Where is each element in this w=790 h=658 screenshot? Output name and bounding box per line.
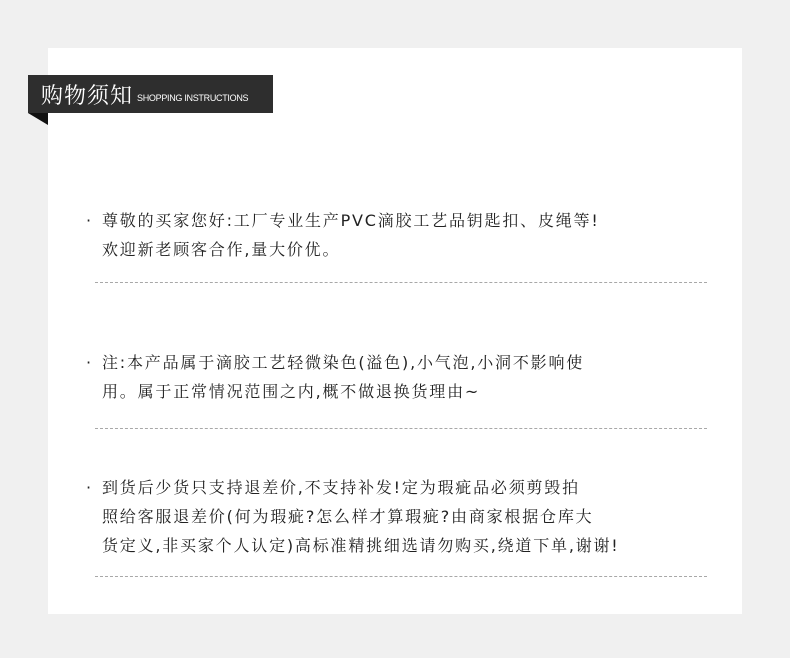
notice-line: · 到货后少货只支持退差价,不支持补发!定为瑕疵品必须剪毁拍 bbox=[86, 473, 620, 502]
bullet-dot-icon: · bbox=[86, 211, 93, 230]
dashed-divider bbox=[95, 282, 707, 283]
dashed-divider bbox=[95, 428, 707, 429]
dashed-divider bbox=[95, 576, 707, 577]
banner-fold-corner bbox=[28, 113, 48, 125]
notice-line: 欢迎新老顾客合作,量大价优。 bbox=[102, 240, 341, 259]
bullet-dot-icon: · bbox=[86, 353, 93, 372]
notice-line: 照给客服退差价(何为瑕疵?怎么样才算瑕疵?由商家根据仓库大 bbox=[102, 507, 594, 526]
notice-3 bbox=[86, 473, 620, 560]
notice-line: 货定义,非买家个人认定)高标准精挑细选请勿购买,绕道下单,谢谢! bbox=[102, 536, 620, 555]
bullet-dot-icon: · bbox=[86, 478, 93, 497]
notice-line: 用。属于正常情况范围之内,概不做退换货理由~ bbox=[102, 382, 481, 401]
header-banner bbox=[28, 75, 273, 113]
notice-line: · 尊敬的买家您好:工厂专业生产PVC滴胶工艺品钥匙扣、皮绳等! bbox=[86, 206, 600, 235]
notice-line: · 注:本产品属于滴胶工艺轻微染色(溢色),小气泡,小洞不影响使 bbox=[86, 348, 584, 377]
header-title: 购物须知 bbox=[41, 83, 134, 109]
notice-2 bbox=[86, 348, 584, 406]
notice-1 bbox=[86, 206, 600, 264]
header-subtitle: SHOPPING INSTRUCTIONS bbox=[137, 92, 249, 103]
